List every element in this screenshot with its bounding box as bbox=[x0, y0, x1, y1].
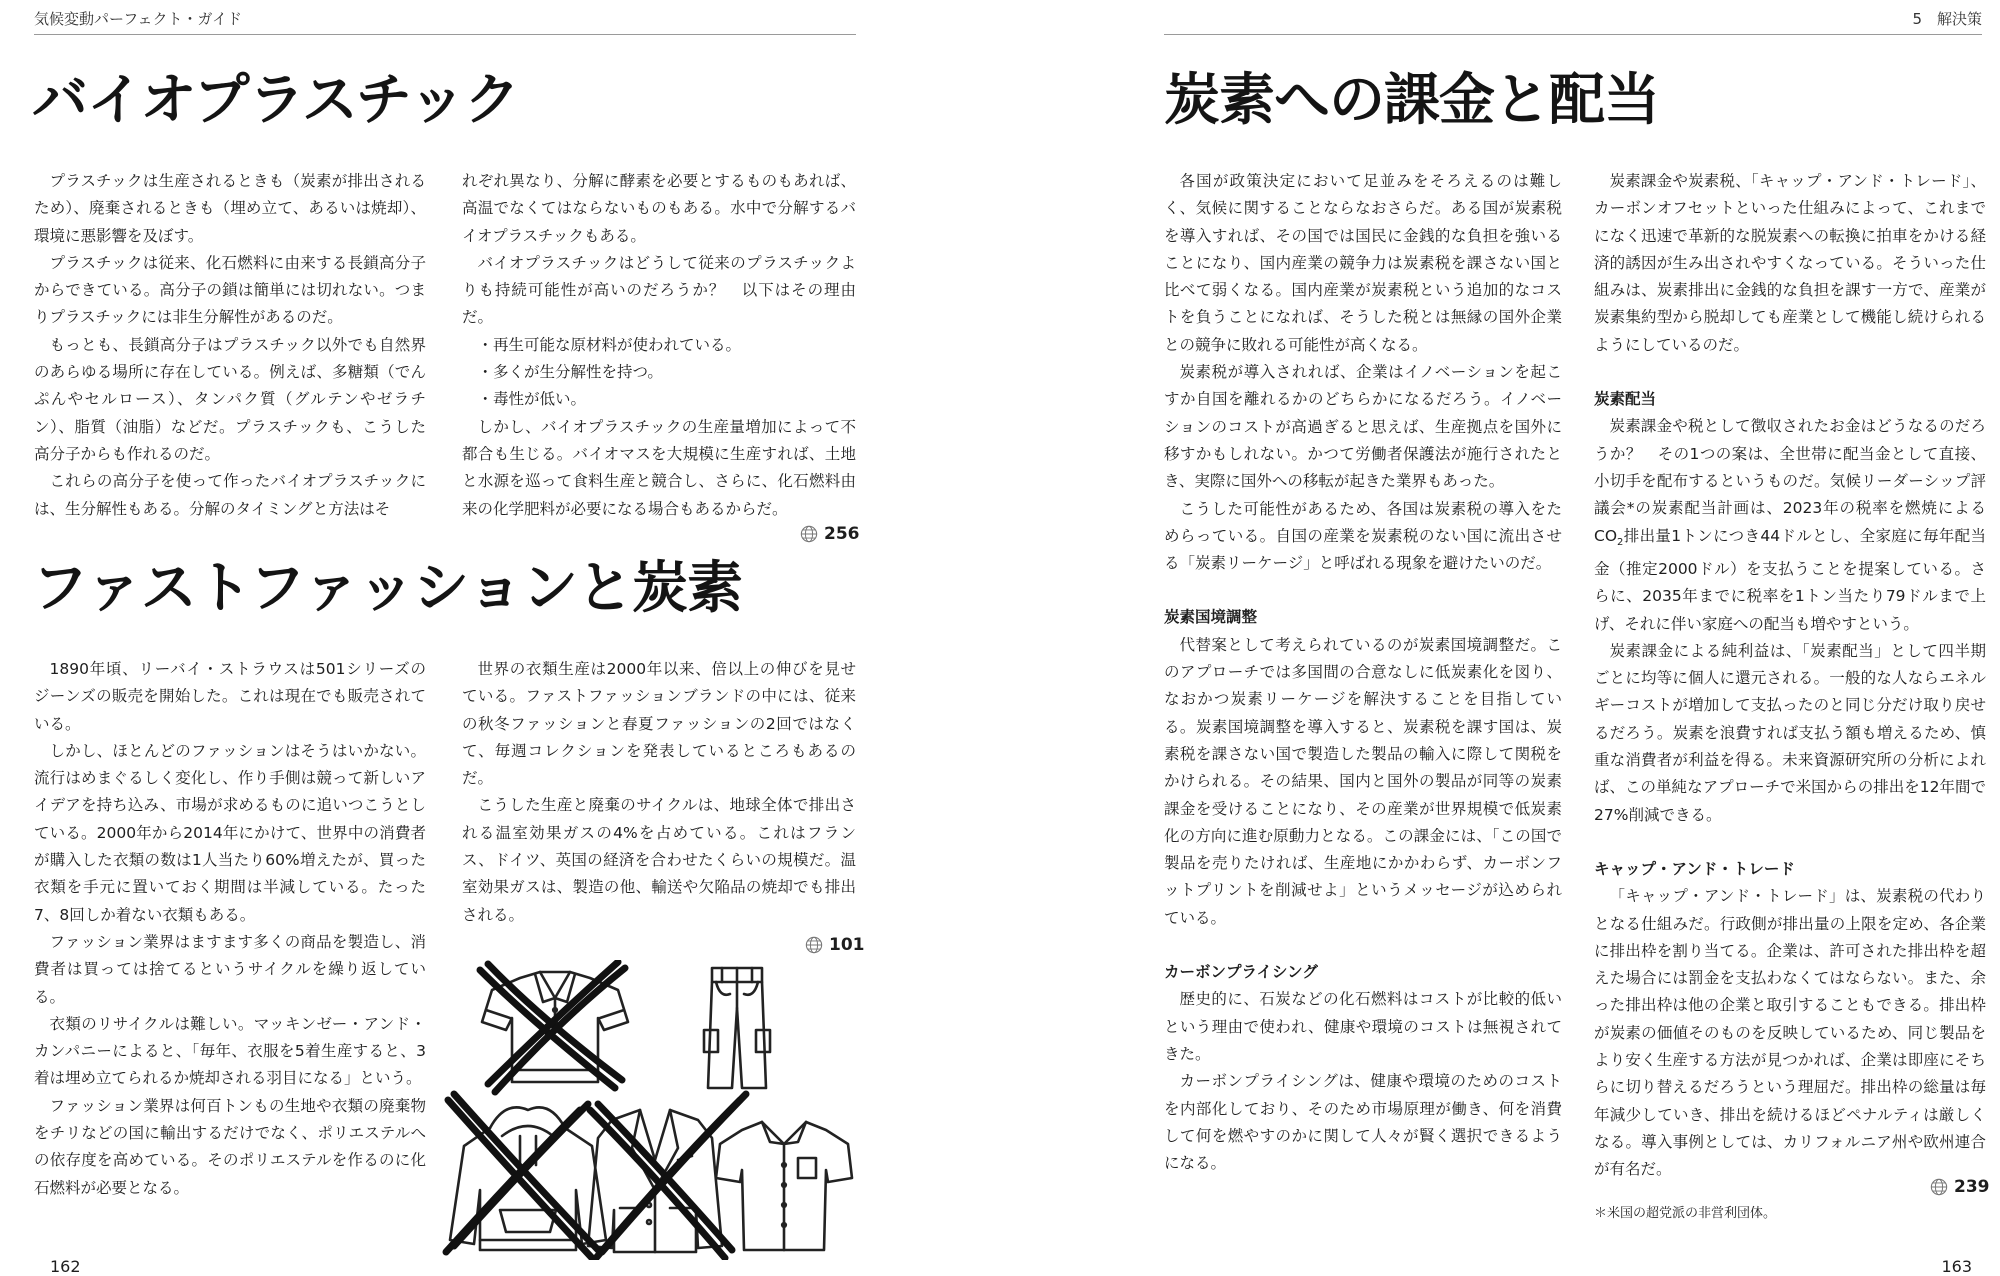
fashion-column-2 bbox=[462, 656, 856, 929]
header-rule bbox=[1164, 34, 1982, 35]
page-reference-239 bbox=[1930, 1177, 1990, 1197]
paragraph: バイオプラスチックはどうして従来のプラスチックよりも持続可能性が高いのだろうか？ 以下はその理由だ。 bbox=[462, 253, 856, 327]
globe-icon bbox=[1930, 1178, 1948, 1196]
paragraph: 世界の衣類生産は2000年以来、倍以上の伸びを見せている。ファストファッションブランドの中には、従来の秋冬ファッションと春夏ファッションの2回ではなくて、毎週コレクションを発表しているところもあるのだ。 bbox=[462, 660, 856, 788]
article-title-fast-fashion: ファストファッションと炭素 bbox=[32, 556, 742, 621]
paragraph: 「キャップ・アンド・トレード」は、炭素税の代わりとなる仕組みだ。行政側が排出量の上限を定め、各企業に排出枠を割り当てる。企業は、許可された排出枠を超えた場合には罰金を支払わなくてはならない。また、余った排出枠は他の企業と取引することもできる。排出枠が炭素の価値そのものを反映しているため、同じ製品をより安く生産する方法が見つかれば、企業は即座にそちらに切り替えるだろうという理屈だ。排出枠の総量は毎年減少していき、排出を続けるほどペナルティは厳しくなる。導入事例としては、カリフォルニア州や欧州連合が有名だ。 bbox=[1594, 887, 1986, 1179]
paragraph: プラスチックは生産されるときも（炭素が排出されるため）、廃棄されるときも（埋め立て、あるいは焼却）、環境に悪影響を及ぼす。 bbox=[34, 172, 426, 245]
subheading-carbon-dividend: 炭素配当 bbox=[1594, 390, 1657, 409]
carbon-column-2 bbox=[1594, 168, 1986, 1183]
paragraph: 衣類のリサイクルは難しい。マッキンゼー・アンド・カンパニーによると、「毎年、衣服を5着生産すると、3着は埋め立てられるか焼却される羽目になる」という。 bbox=[34, 1014, 426, 1088]
page-reference-256 bbox=[800, 524, 860, 544]
paragraph: カーボンプライシングは、健康や環境のためのコストを内部化しており、そのため市場原理が働き、何を消費して何を燃やすのかに関して人々が賢く選択できるようになる。 bbox=[1164, 1072, 1562, 1173]
page-reference-number: 101 bbox=[829, 935, 865, 955]
globe-icon bbox=[805, 936, 823, 954]
text-span: 炭素課金や税として徴収されたお金はどうなるのだろうか？ その1つの案は、全世帯に配当金として直接、小切手を配布するというものだ。気候リーダーシップ評議会*の炭素配当計画は、2023年の税率を燃焼によるCO bbox=[1594, 417, 1986, 545]
subheading-cap-and-trade: キャップ・アンド・トレード bbox=[1594, 859, 1795, 878]
subheading-border-adjustment: 炭素国境調整 bbox=[1164, 608, 1258, 627]
bioplastic-column-1 bbox=[34, 168, 426, 523]
cargo-pants-icon bbox=[704, 968, 770, 1088]
paragraph: ファッション業界は何百トンもの生地や衣類の廃棄物をチリなどの国に輸出するだけでなく、ポリエステルへの依存度を高めている。そのポリエステルを作るのに化石燃料が必要となる。 bbox=[34, 1096, 426, 1197]
paragraph: もっとも、長鎖高分子はプラスチック以外でも自然界のあらゆる場所に存在している。例えば、多糖類（でんぷんやセルロース）、タンパク質（グルテンやゼラチン）、脂質（油脂）などだ。プラスチックも、こうした高分子からも作れるのだ。 bbox=[34, 335, 426, 463]
article-title-carbon-dividend: 炭素への課金と配当 bbox=[1164, 68, 1659, 133]
paragraph: 炭素課金による純利益は、「炭素配当」として四半期ごとに均等に個人に還元される。一般的な人ならエネルギーコストが増加して支払ったのと同じ分だけ取り戻せるだろう。炭素を浪費すれば支払う額も増えるため、慎重な消費者が利益を得る。未来資源研究所の分析によれば、この単純なアプローチで米国からの排出を12年間で27%削減できる。 bbox=[1594, 641, 1986, 824]
subheading-carbon-pricing: カーボンプライシング bbox=[1164, 963, 1318, 982]
paragraph: しかし、ほとんどのファッションはそうはいかない。流行はめまぐるしく変化し、作り手側は競って新しいアイデアを持ち込み、市場が求めるものに追いつこうとしている。2000年から2014年にかけて、世界中の消費者が購入した衣類の数は1人当たり60%増えたが、買った衣類を手元に置いておく期間は半減している。たった7、8回しか着ない衣類もある。 bbox=[34, 741, 426, 924]
paragraph: れぞれ異なり、分解に酵素を必要とするものもあれば、高温でなくてはならないものもある。水中で分解するバイオプラスチックもある。 bbox=[462, 172, 856, 245]
carbon-column-1 bbox=[1164, 168, 1562, 1177]
page-number-left: 162 bbox=[50, 1257, 81, 1276]
article-title-bioplastic: バイオプラスチック bbox=[32, 68, 520, 133]
globe-icon bbox=[800, 525, 818, 543]
text-span: 排出量1トンにつき44ドルとし、全家庭に毎年配当金（推定2000ドル）を支払うことを提案している。さらに、2035年までに税率を1トン当たり79ドルまで上げ、それに伴い家庭への配当も増やすという。 bbox=[1594, 526, 1986, 633]
right-page bbox=[1000, 0, 2000, 1274]
paragraph: こうした生産と廃棄のサイクルは、地球全体で排出される温室効果ガスの4%を占めている。これはフランス、ドイツ、英国の経済を合わせたくらいの規模だ。温室効果ガスは、製造の他、輸送や欠陥品の焼却でも排出される。 bbox=[462, 796, 856, 924]
paragraph: 各国が政策決定において足並みをそろえるのは難しく、気候に関することならなおさらだ。ある国が炭素税を導入すれば、その国では国民に金銭的な負担を強いることになり、国内産業の競争力は炭素税を課さない国と比べて弱くなる。国内産業が炭素税という追加的なコストを負うことになれば、そうした税とは無縁の国外企業との競争に敗れる可能性が高くなる。 bbox=[1164, 172, 1562, 354]
subscript: 2 bbox=[1617, 536, 1624, 548]
page-reference-number: 239 bbox=[1954, 1177, 1990, 1197]
fashion-column-1 bbox=[34, 656, 426, 1202]
clothing-illustration bbox=[440, 960, 870, 1260]
paragraph: これらの高分子を使って作ったバイオプラスチックには、生分解性もある。分解のタイミングと方法はそ bbox=[34, 472, 426, 518]
list-item: ・ 毒性が低い。 bbox=[478, 386, 857, 413]
paragraph: 1890年頃、リーバイ・ストラウスは501シリーズのジーンズの販売を開始した。これは現在でも販売されている。 bbox=[34, 660, 426, 733]
paragraph bbox=[1594, 413, 1986, 637]
paragraph: こうした可能性があるため、各国は炭素税の導入をためらっている。自国の産業を炭素税のない国に流出させる「炭素リーケージ」と呼ばれる現象を避けたいのだ。 bbox=[1164, 499, 1562, 573]
running-head-right: 5 解決策 bbox=[1912, 10, 1982, 28]
header-rule bbox=[34, 34, 856, 35]
list-item: ・ 多くが生分解性を持つ。 bbox=[478, 359, 857, 386]
reason-list bbox=[462, 332, 856, 414]
button-shirt-icon bbox=[716, 1122, 852, 1250]
paragraph: 歴史的に、石炭などの化石燃料はコストが比較的低いという理由で使われ、健康や環境のコストは無視されてきた。 bbox=[1164, 990, 1562, 1063]
paragraph: 炭素税が導入されれば、企業はイノベーションを起こすか自国を離れるかのどちらかになるだろう。イノベーションのコストが高過ぎると思えば、生産拠点を国外に移すかもしれない。かつて労働者保護法が施行されたとき、実際に国外への移転が起きた業界もあった。 bbox=[1164, 363, 1562, 491]
running-head-left: 気候変動パーフェクト・ガイド bbox=[34, 10, 243, 28]
page-reference-number: 256 bbox=[824, 524, 860, 544]
paragraph: 炭素課金や炭素税、「キャップ・アンド・トレード」、カーボンオフセットといった仕組みによって、これまでになく迅速で革新的な脱炭素への転換に拍車をかける経済的誘因が生み出されやすくなっている。そういった仕組みは、炭素排出に金銭的な負担を課す一方で、産業が炭素集約型から脱却しても産業として機能し続けられるようにしているのだ。 bbox=[1594, 172, 1986, 354]
page-reference-101 bbox=[805, 935, 865, 955]
cross-out-mark bbox=[446, 962, 746, 1258]
footnote: ＊米国の超党派の非営利団体。 bbox=[1594, 1206, 1777, 1221]
paragraph: ファッション業界はますます多くの商品を製造し、消費者は買っては捨てるというサイクルを繰り返している。 bbox=[34, 932, 426, 1006]
paragraph: プラスチックは従来、化石燃料に由来する長鎖高分子からできている。高分子の鎖は簡単には切れない。つまりプラスチックには非生分解性があるのだ。 bbox=[34, 253, 426, 327]
list-item: ・ 再生可能な原材料が使われている。 bbox=[478, 332, 857, 359]
paragraph: しかし、バイオプラスチックの生産量増加によって不都合も生じる。バイオマスを大規模に生産すれば、土地と水源を巡って食料生産と競合し、さらに、化石燃料由来の化学肥料が必要になる場合もあるからだ。 bbox=[462, 417, 856, 518]
bioplastic-column-2 bbox=[462, 168, 856, 523]
page-number-right: 163 bbox=[1941, 1257, 1972, 1276]
paragraph: 代替案として考えられているのが炭素国境調整だ。このアプローチでは多国間の合意なしに低炭素化を図り、なおかつ炭素リーケージを解決することを目指している。炭素国境調整を導入すると、炭素税を課す国は、炭素税を課さない国で製造した製品の輸入に際して関税をかけられる。その結果、国内と国外の製品が同等の炭素課金を受けることになり、その産業が世界規模で低炭素化の方向に進む原動力となる。この課金には、「この国で製品を売りたければ、生産地にかかわらず、カーボンフットプリントを削減せよ」というメッセージが込められている。 bbox=[1164, 635, 1562, 927]
left-page bbox=[0, 0, 1000, 1274]
